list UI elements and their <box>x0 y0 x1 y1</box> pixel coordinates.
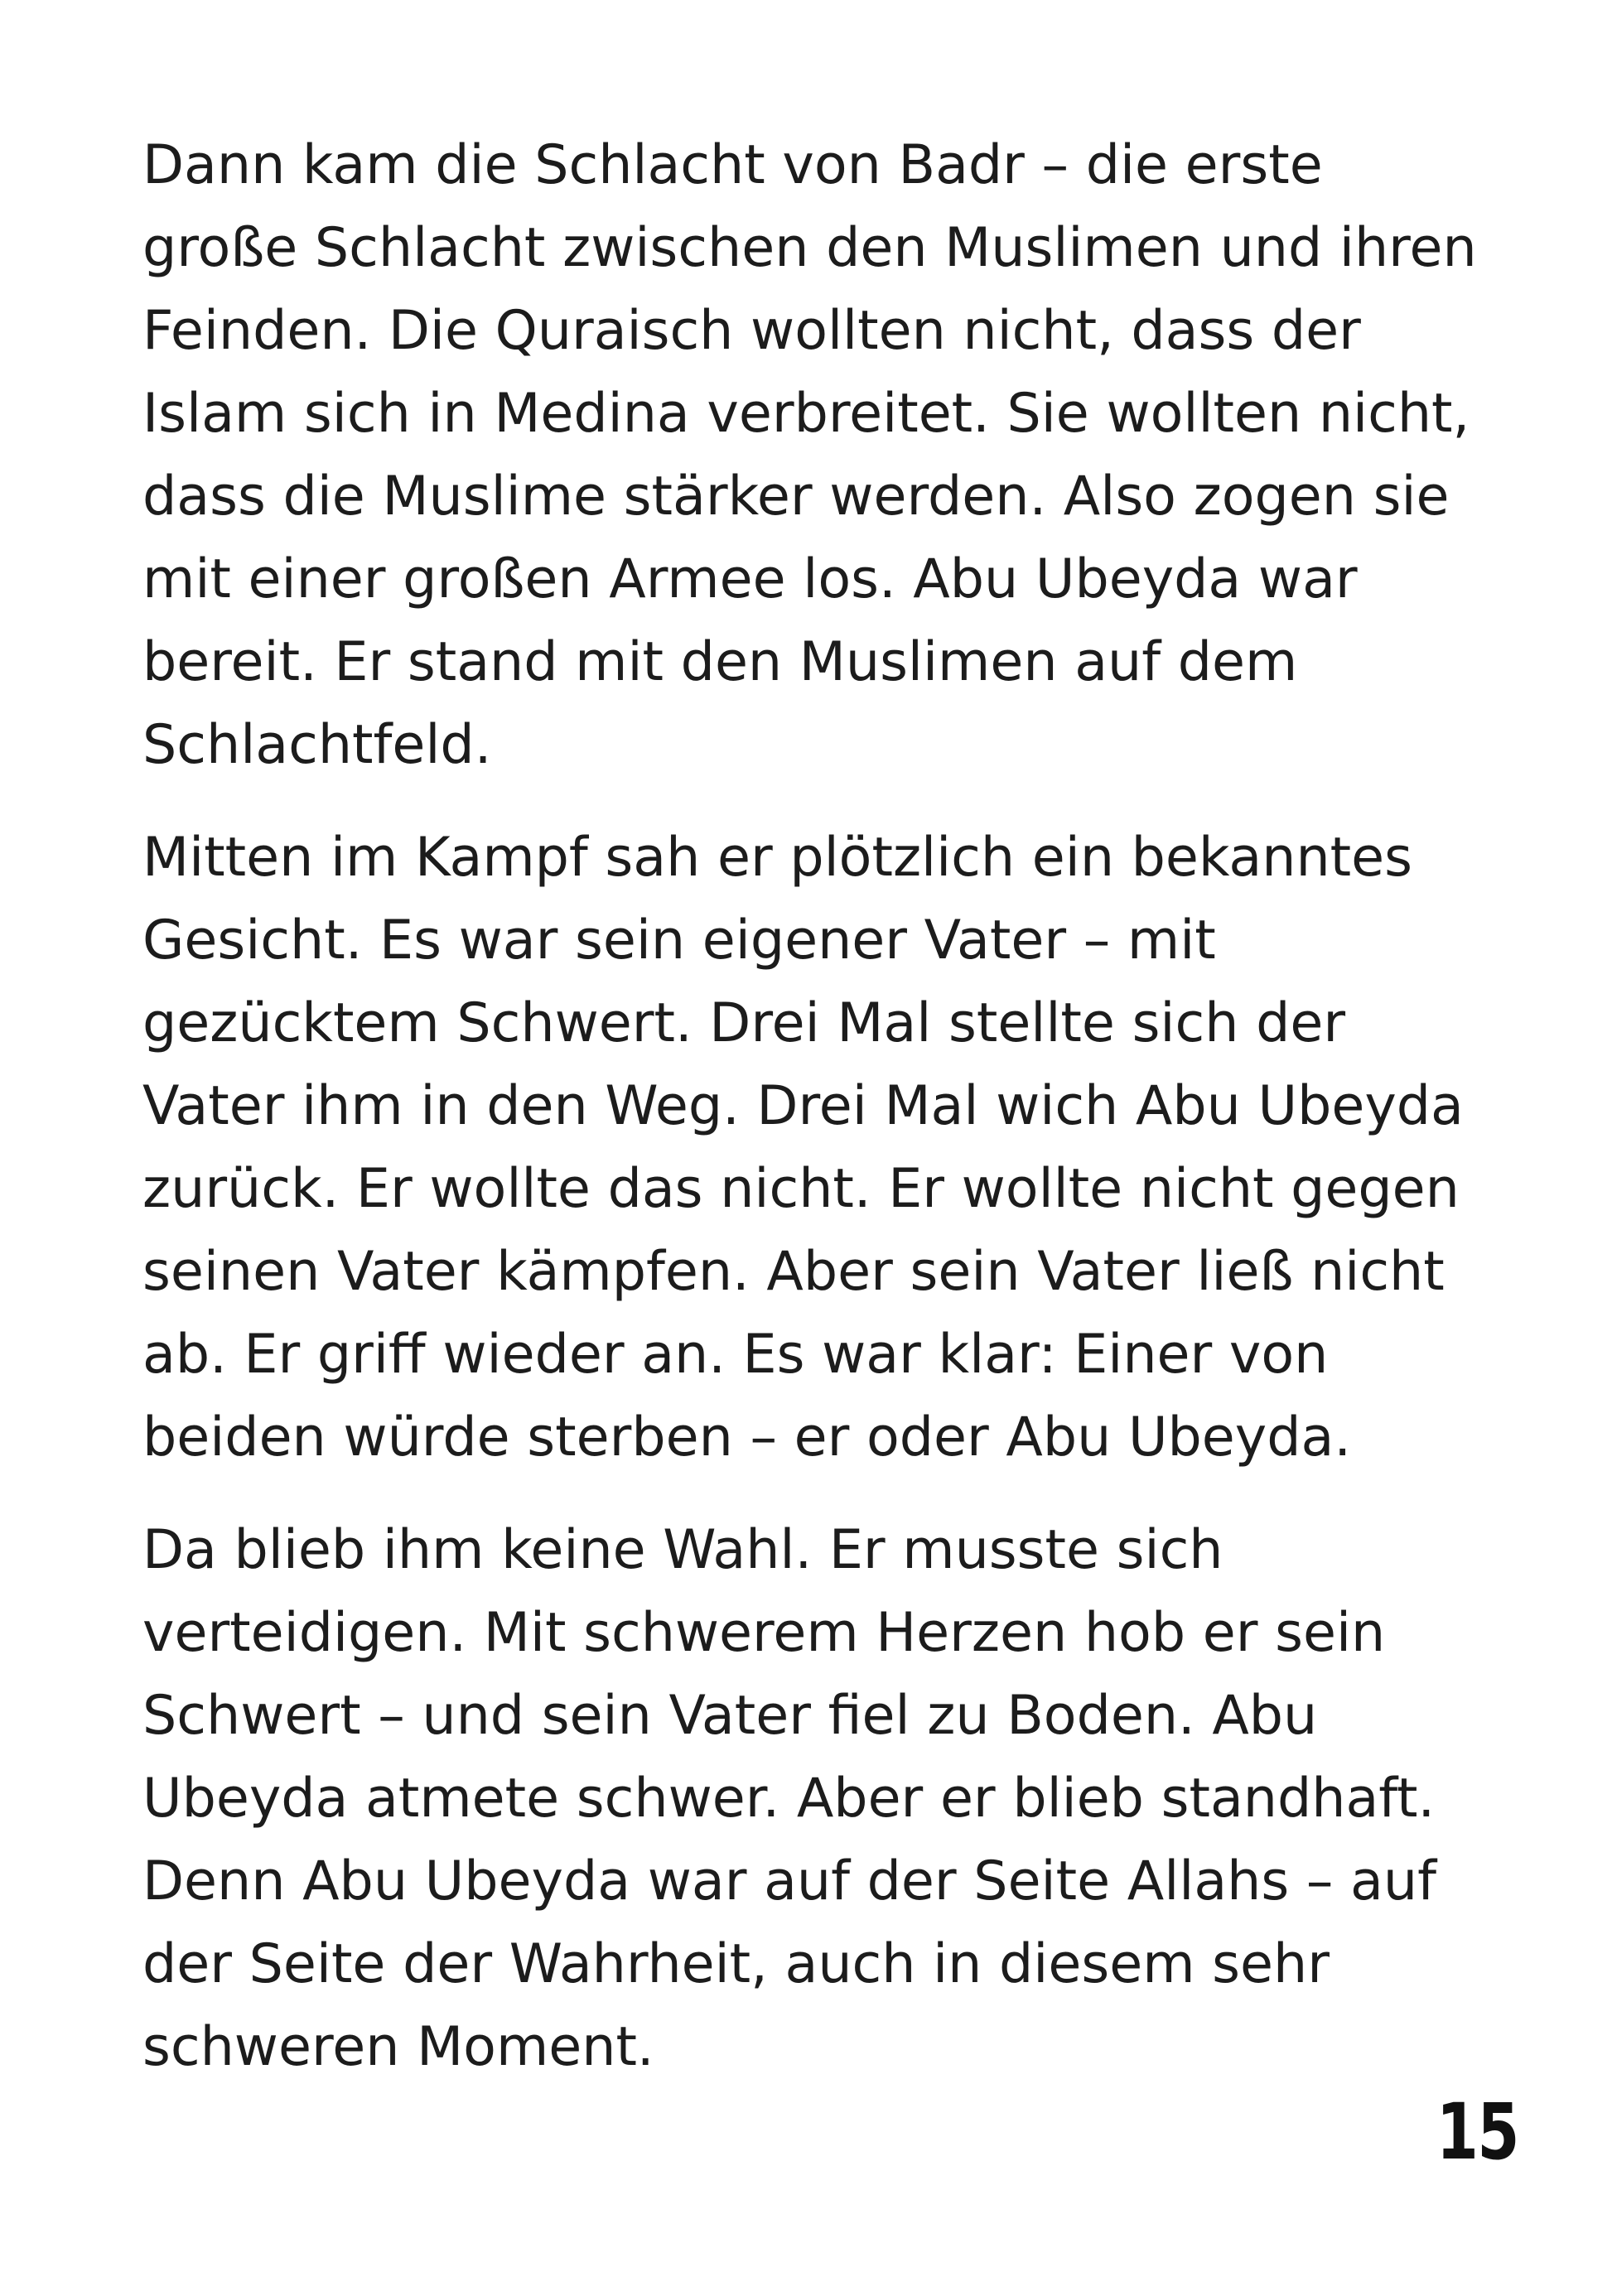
paragraph <box>142 817 1509 1479</box>
text-line: mit einer großen Armee los. Abu Ubeyda war <box>142 548 1358 610</box>
text-line: zurück. Er wollte das nicht. Er wollte nicht gegen <box>142 1158 1460 1220</box>
text-line: Mitten im Kampf sah er plötzlich ein bekanntes <box>142 827 1412 889</box>
paragraph <box>142 124 1509 787</box>
text-line: große Schlacht zwischen den Muslimen und ihren <box>142 217 1477 279</box>
text-line: Ubeyda atmete schwer. Aber er blieb standhaft. <box>142 1768 1436 1830</box>
text-line: Feinden. Die Quraisch wollten nicht, dass der <box>142 300 1361 362</box>
text-line: der Seite der Wahrheit, auch in diesem sehr <box>142 1933 1330 1995</box>
text-line: Schwert – und sein Vater fiel zu Boden. Abu <box>142 1685 1318 1747</box>
text-line: beiden würde sterben – er oder Abu Ubeyda. <box>142 1406 1352 1469</box>
text-line: Da blieb ihm keine Wahl. Er musste sich <box>142 1519 1223 1581</box>
text-line: seinen Vater kämpfen. Aber sein Vater ließ nicht <box>142 1241 1445 1303</box>
text-line: Gesicht. Es war sein eigener Vater – mit <box>142 909 1216 972</box>
text-line: dass die Muslime stärker werden. Also zogen sie <box>142 465 1450 528</box>
text-line: Denn Abu Ubeyda war auf der Seite Allahs – auf <box>142 1850 1436 1913</box>
text-line: Schlachtfeld. <box>142 714 492 776</box>
text-line: schweren Moment. <box>142 2016 654 2078</box>
text-line: bereit. Er stand mit den Muslimen auf dem <box>142 631 1298 693</box>
page-number: 15 <box>1436 2087 1518 2178</box>
text-line: Vater ihm in den Weg. Drei Mal wich Abu Ubeyda <box>142 1075 1464 1137</box>
text-line: verteidigen. Mit schwerem Herzen hob er sein <box>142 1602 1386 1664</box>
text-line: ab. Er griff wieder an. Es war klar: Einer von <box>142 1324 1329 1386</box>
text-line: gezücktem Schwert. Drei Mal stellte sich der <box>142 992 1346 1054</box>
paragraph <box>142 1509 1509 2089</box>
body-text <box>142 124 1509 2119</box>
text-line: Dann kam die Schlacht von Badr – die erste <box>142 134 1323 196</box>
text-line: Islam sich in Medina verbreitet. Sie wollten nicht, <box>142 383 1470 445</box>
